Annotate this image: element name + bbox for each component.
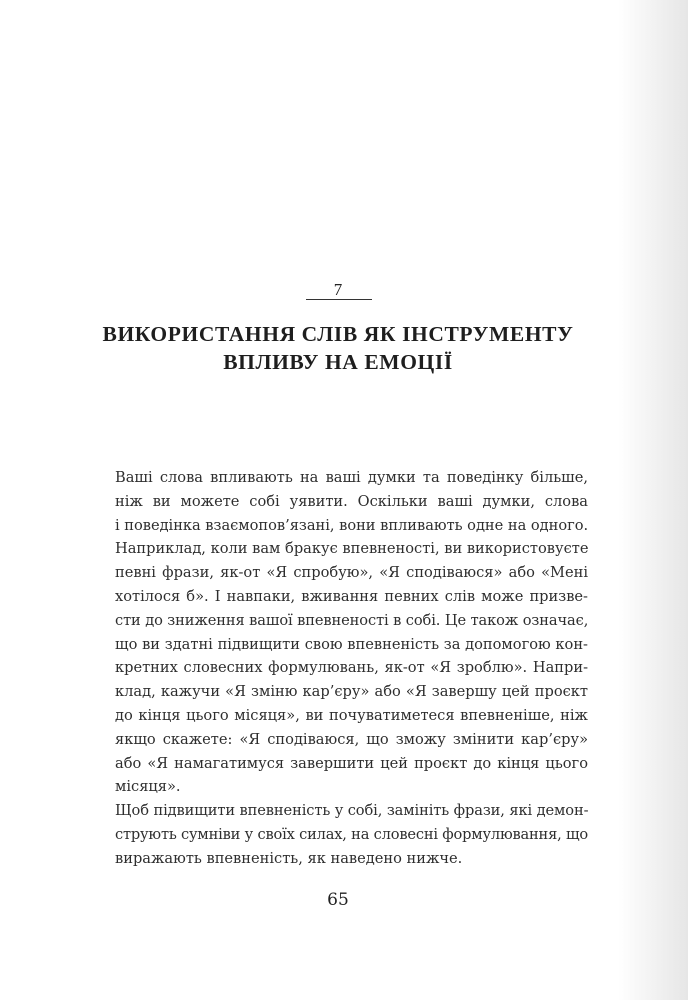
text-line: клад, кажучи «Я зміню кар’єру» або «Я завершу цей проєкт xyxy=(115,683,588,701)
text-line: хотілося б». І навпаки, вживання певних слів може призве- xyxy=(115,587,588,605)
chapter-number: 7 xyxy=(333,280,343,299)
text-line: певні фрази, як-от «Я спробую», «Я сподіваюся» або «Мені xyxy=(115,564,588,582)
text-line: і поведінка взаємопов’язані, вони впливають одне на одного. xyxy=(115,516,588,534)
text-line: якщо скажете: «Я сподіваюся, що зможу змінити кар’єру» xyxy=(115,730,588,748)
page-number: 65 xyxy=(327,890,349,910)
text-line: ніж ви можете собі уявити. Оскільки ваші думки, слова xyxy=(115,492,588,510)
body-paragraph xyxy=(115,799,588,870)
text-line: Ваші слова впливають на ваші думки та поведінку більше, xyxy=(115,469,588,486)
page-edge-shadow xyxy=(618,0,688,1000)
text-line: що ви здатні підвищити свою впевненість за допомогою кон- xyxy=(115,635,588,653)
text-line: Наприклад, коли вам бракує впевненості, ви використовуєте xyxy=(115,540,588,558)
text-line: Щоб підвищити впевненість у собі, замініть фрази, які демон- xyxy=(115,802,588,819)
text-line: кретних словесних формулювань, як-от «Я зроблю». Напри- xyxy=(115,659,588,677)
chapter-title-line: ВПЛИВУ НА ЕМОЦІЇ xyxy=(223,350,453,374)
text-line: сти до зниження вашої впевненості в собі. Це також означає, xyxy=(115,611,588,629)
chapter-title-line: ВИКОРИСТАННЯ СЛІВ ЯК ІНСТРУМЕНТУ xyxy=(102,322,574,346)
chapter-number-rule xyxy=(306,299,372,300)
text-line: місяця». xyxy=(115,778,181,796)
text-line: струють сумніви у своїх силах, на словесні формулювання, що xyxy=(115,825,588,843)
body-paragraph xyxy=(115,466,588,799)
text-line: або «Я намагатимуся завершити цей проєкт до кінця цього xyxy=(115,754,588,772)
text-line: до кінця цього місяця», ви почуватиметеся впевненіше, ніж xyxy=(115,706,588,724)
text-line: виражають впевненість, як наведено нижче. xyxy=(115,849,463,867)
chapter-title xyxy=(0,320,676,376)
